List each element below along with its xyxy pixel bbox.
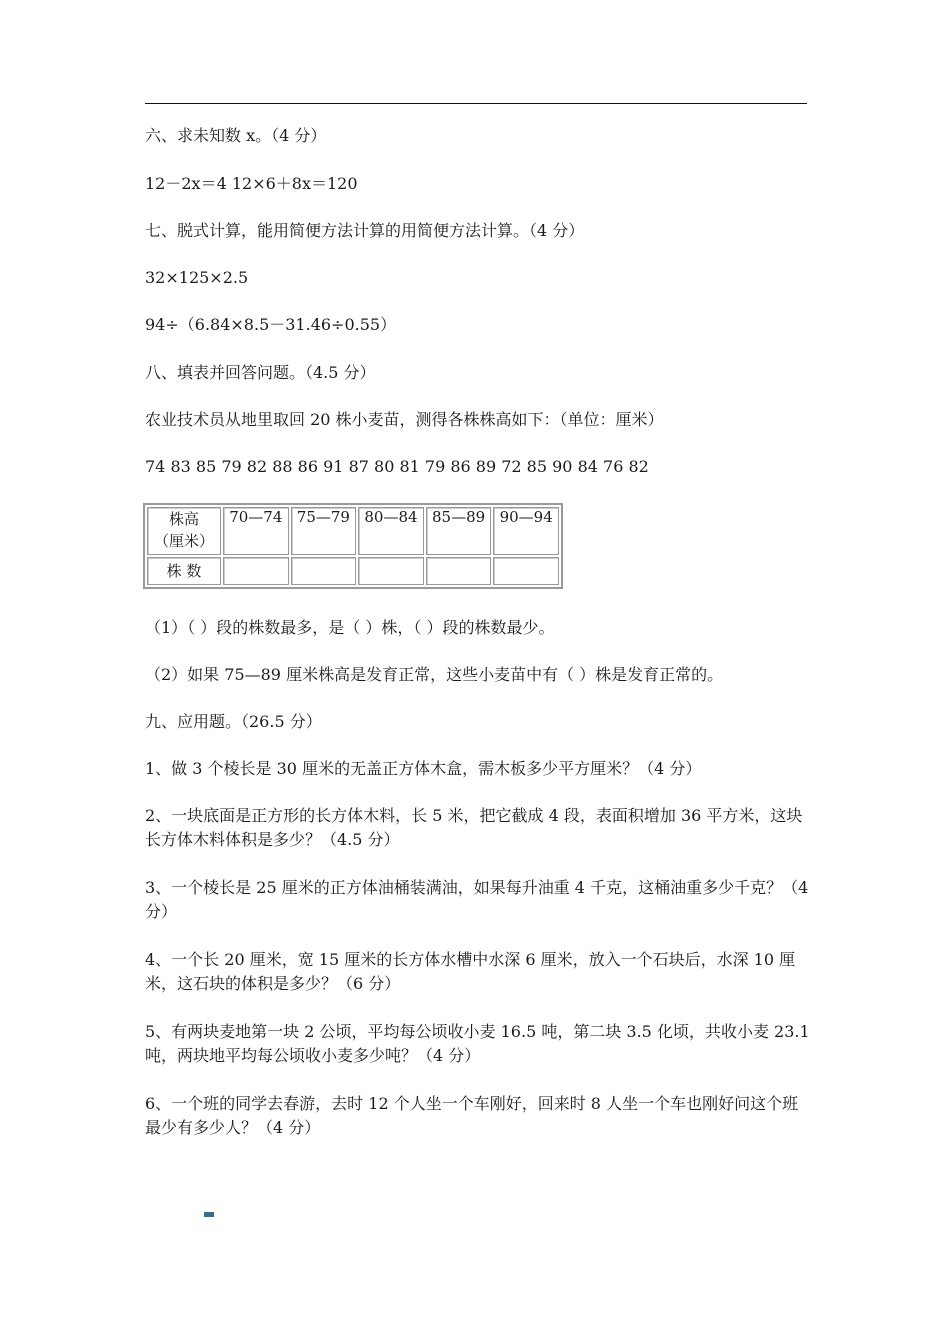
section-6-title: 六、求未知数 x。（4 分） bbox=[145, 126, 327, 145]
small-mark bbox=[204, 1212, 214, 1217]
problem-5: 5、有两块麦地第一块 2 公顷，平均每公顷收小麦 16.5 吨，第二块 3.5 化顷，共收小麦 23.1 吨，两块地平均每公顷收小麦多少吨？（4 分） bbox=[145, 1022, 810, 1065]
section-8-data: 74 83 85 79 82 88 86 91 87 80 81 79 86 89 72 85 90 84 76 82 bbox=[145, 457, 649, 476]
table-count-row bbox=[147, 557, 559, 585]
blank-count-cell bbox=[358, 557, 424, 585]
blank-count-cell bbox=[426, 557, 492, 585]
problem-1: 1、做 3 个棱长是 30 厘米的无盖正方体木盒，需木板多少平方厘米？（4 分） bbox=[145, 759, 702, 778]
section-9-title: 九、应用题。（26.5 分） bbox=[145, 712, 322, 731]
problem-6: 6、一个班的同学去春游，去时 12 个人坐一个车刚好，回来时 8 人坐一个车也刚好问这个班最少有多少人？（4 分） bbox=[145, 1094, 799, 1137]
problem-2: 2、一块底面是正方形的长方体木料，长 5 米，把它截成 4 段，表面积增加 36 平方米，这块长方体木料体积是多少？（4.5 分） bbox=[145, 806, 803, 849]
blank-count-cell bbox=[493, 557, 559, 585]
problem-3: 3、一个棱长是 25 厘米的正方体油桶装满油，如果每升油重 4 千克，这桶油重多少千克？（4 分） bbox=[145, 878, 809, 921]
range-cell: 70—74 bbox=[223, 507, 289, 555]
section-7-title: 七、脱式计算，能用简便方法计算的用简便方法计算。（4 分） bbox=[145, 221, 585, 240]
range-cell: 80—84 bbox=[358, 507, 424, 555]
section-7-expression-1: 32×125×2.5 bbox=[145, 268, 249, 287]
blank-count-cell bbox=[291, 557, 357, 585]
section-6-equations: 12－2x＝4 12×6＋8x＝120 bbox=[145, 174, 358, 193]
table-header-unit: （厘米） bbox=[153, 532, 214, 550]
count-label-cell: 株 数 bbox=[147, 557, 221, 585]
section-8-intro: 农业技术员从地里取回 20 株小麦苗，测得各株株高如下：（单位：厘米） bbox=[145, 410, 664, 429]
range-cell: 75—79 bbox=[291, 507, 357, 555]
section-8-question-2: （2）如果 75—89 厘米株高是发育正常，这些小麦苗中有（ ）株是发育正常的。 bbox=[145, 665, 724, 684]
section-8-question-1: （1）（ ）段的株数最多，是（ ）株，（ ）段的株数最少。 bbox=[145, 618, 555, 637]
problem-4: 4、一个长 20 厘米，宽 15 厘米的长方体水槽中水深 6 厘米，放入一个石块后，水深 10 厘米，这石块的体积是多少？（6 分） bbox=[145, 950, 796, 993]
range-cell: 85—89 bbox=[426, 507, 492, 555]
table-header-label: 株高 bbox=[168, 510, 199, 528]
table-header-row bbox=[147, 507, 559, 555]
range-cell: 90—94 bbox=[493, 507, 559, 555]
table-header-cell bbox=[147, 507, 221, 555]
height-frequency-table bbox=[143, 503, 563, 589]
blank-count-cell bbox=[223, 557, 289, 585]
section-7-expression-2: 94÷（6.84×8.5－31.46÷0.55） bbox=[145, 315, 397, 334]
header-rule bbox=[145, 103, 807, 104]
section-8-title: 八、填表并回答问题。（4.5 分） bbox=[145, 363, 376, 382]
